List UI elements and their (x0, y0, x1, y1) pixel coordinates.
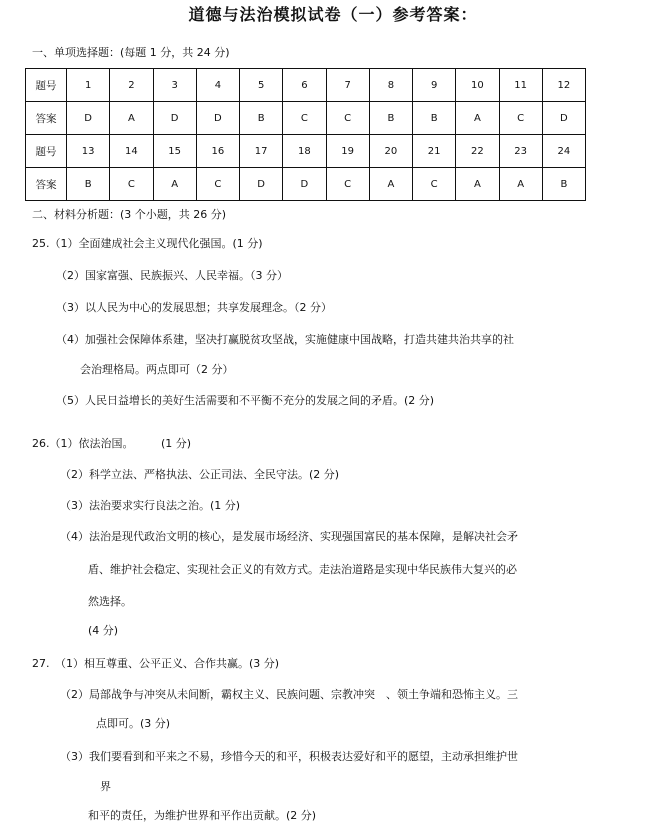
table-cell: 16 (196, 135, 239, 168)
table-cell: 1 (67, 69, 110, 102)
table-cell: 5 (240, 69, 283, 102)
q26-answer-4-line-1: （4）法治是现代政治文明的核心，是发展市场经济、实现强国富民的基本保障，是解决社会矛 (60, 530, 518, 543)
table-cell: C (326, 102, 369, 135)
q25-answer-2: （2）国家富强、民族振兴、人民幸福。（3 分） (56, 269, 288, 282)
table-cell: 24 (542, 135, 585, 168)
row-label: 题号 (26, 69, 67, 102)
table-cell: C (413, 168, 456, 201)
table-cell: 8 (369, 69, 412, 102)
table-cell: A (456, 168, 499, 201)
q27-answer-3-line-2: 界 (100, 780, 111, 793)
q26-answer-2: （2）科学立法、严格执法、公正司法、全民守法。(2 分) (60, 468, 340, 481)
table-cell: 20 (369, 135, 412, 168)
table-cell: D (196, 102, 239, 135)
q26-answer-1: 26.（1）依法治国。 (1 分) (32, 437, 192, 450)
table-cell: 23 (499, 135, 542, 168)
table-cell: C (196, 168, 239, 201)
table-cell: 13 (67, 135, 110, 168)
table-cell: B (369, 102, 412, 135)
table-row-answers-2 (26, 168, 586, 201)
table-cell: D (542, 102, 585, 135)
q26-answer-4-line-2: 盾、维护社会稳定、实现社会正义的有效方式。走法治道路是实现中华民族伟大复兴的必 (88, 563, 517, 576)
table-cell: 11 (499, 69, 542, 102)
table-cell: 4 (196, 69, 239, 102)
section-1-heading: 一、单项选择题：(每题 1 分，共 24 分) (32, 46, 230, 59)
table-row-answers-1 (26, 102, 586, 135)
table-cell: B (240, 102, 283, 135)
table-cell: 14 (110, 135, 153, 168)
q27-answer-1: 27. （1）相互尊重、公平正义、合作共赢。(3 分) (32, 657, 280, 670)
table-cell: 17 (240, 135, 283, 168)
table-row-question-numbers-2 (26, 135, 586, 168)
table-cell: D (283, 168, 326, 201)
q27-answer-3-line-1: （3）我们要看到和平来之不易，珍惜今天的和平，积极表达爱好和平的愿望，主动承担维护世 (60, 750, 518, 763)
table-cell: B (67, 168, 110, 201)
answer-table (25, 68, 586, 201)
table-cell: B (413, 102, 456, 135)
table-cell: B (542, 168, 585, 201)
q26-answer-3: （3）法治要求实行良法之治。(1 分) (60, 499, 241, 512)
table-cell: 19 (326, 135, 369, 168)
section-2-heading: 二、材料分析题：(3 个小题，共 26 分) (32, 208, 227, 221)
table-cell: 2 (110, 69, 153, 102)
table-cell: 15 (153, 135, 196, 168)
table-cell: 9 (413, 69, 456, 102)
q27-answer-2-line-2: 点即可。(3 分) (96, 717, 171, 730)
table-cell: 3 (153, 69, 196, 102)
table-cell: 10 (456, 69, 499, 102)
table-cell: 7 (326, 69, 369, 102)
table-cell: C (326, 168, 369, 201)
table-cell: 12 (542, 69, 585, 102)
row-label: 题号 (26, 135, 67, 168)
table-cell: 6 (283, 69, 326, 102)
q25-answer-4-line-2: 会治理格局。两点即可（2 分） (80, 363, 234, 376)
table-cell: A (369, 168, 412, 201)
table-cell: D (240, 168, 283, 201)
page-title: 道德与法治模拟试卷（一）参考答案： (188, 5, 478, 24)
table-cell: A (499, 168, 542, 201)
table-cell: A (153, 168, 196, 201)
q25-answer-5: （5）人民日益增长的美好生活需要和不平衡不充分的发展之间的矛盾。(2 分) (56, 394, 435, 407)
table-row-question-numbers-1 (26, 69, 586, 102)
table-cell: 18 (283, 135, 326, 168)
table-cell: C (110, 168, 153, 201)
table-cell: A (110, 102, 153, 135)
q26-answer-4-score: (4 分) (88, 624, 119, 637)
q27-answer-2-line-1: （2）局部战争与冲突从未间断，霸权主义、民族问题、宗教冲突 、领土争端和恐怖主义。三 (60, 688, 518, 701)
table-cell: C (283, 102, 326, 135)
table-cell: D (153, 102, 196, 135)
table-cell: 22 (456, 135, 499, 168)
q25-answer-1: 25.（1）全面建成社会主义现代化强国。(1 分) (32, 237, 263, 250)
table-cell: A (456, 102, 499, 135)
row-label: 答案 (26, 102, 67, 135)
table-cell: C (499, 102, 542, 135)
q25-answer-4-line-1: （4）加强社会保障体系建，坚决打赢脱贫攻坚战，实施健康中国战略，打造共建共治共享的社 (56, 333, 514, 346)
q25-answer-3: （3）以人民为中心的发展思想；共享发展理念。（2 分） (56, 301, 332, 314)
table-cell: 21 (413, 135, 456, 168)
q27-answer-3-line-3: 和平的责任，为维护世界和平作出贡献。(2 分) (88, 809, 317, 822)
row-label: 答案 (26, 168, 67, 201)
table-cell: D (67, 102, 110, 135)
q26-answer-4-line-3: 然选择。 (88, 595, 132, 608)
